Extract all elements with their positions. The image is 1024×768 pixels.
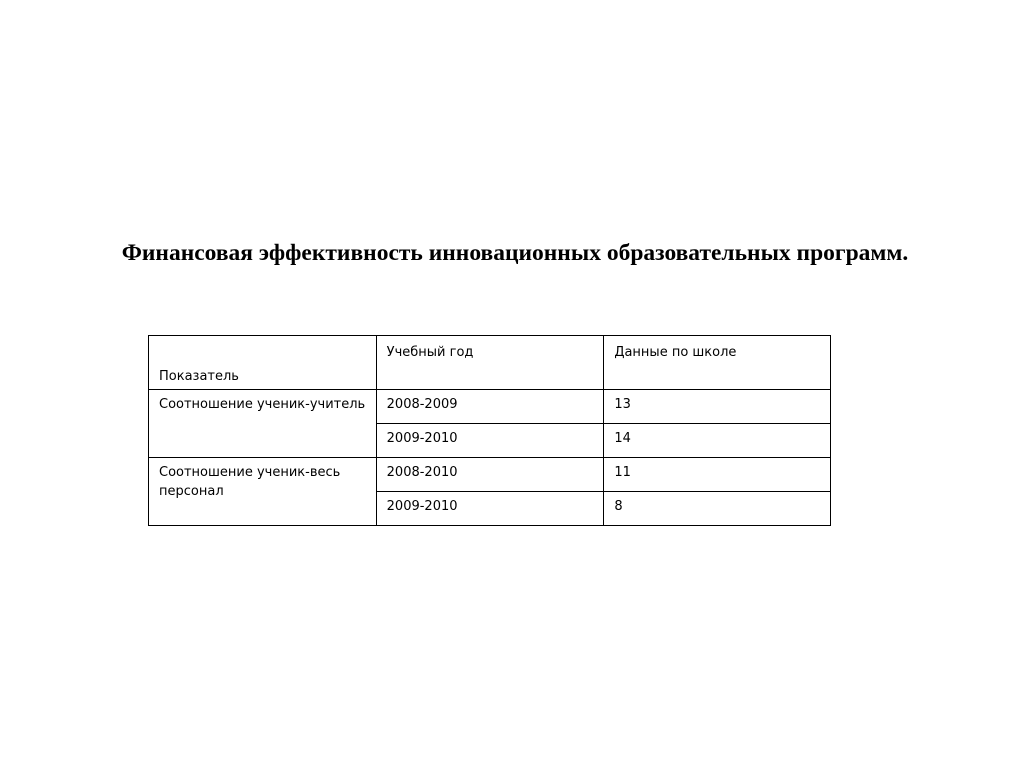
header-year: Учебный год bbox=[376, 336, 604, 390]
table-header-row bbox=[149, 336, 831, 390]
cell-value: 14 bbox=[604, 424, 831, 458]
row-indicator-student-teacher: Соотношение ученик-учитель bbox=[149, 390, 377, 458]
data-table bbox=[148, 335, 831, 526]
header-indicator: Показатель bbox=[149, 336, 377, 390]
row-indicator-student-staff: Соотношение ученик-весь персонал bbox=[149, 458, 377, 526]
page-title: Финансовая эффективность инновационных образовательных программ. bbox=[121, 240, 909, 266]
table-row bbox=[149, 390, 831, 424]
cell-year: 2008-2010 bbox=[376, 458, 604, 492]
cell-value: 8 bbox=[604, 492, 831, 526]
header-value: Данные по школе bbox=[604, 336, 831, 390]
cell-value: 13 bbox=[604, 390, 831, 424]
cell-year: 2009-2010 bbox=[376, 492, 604, 526]
cell-value: 11 bbox=[604, 458, 831, 492]
cell-year: 2009-2010 bbox=[376, 424, 604, 458]
cell-year: 2008-2009 bbox=[376, 390, 604, 424]
table-row bbox=[149, 458, 831, 492]
